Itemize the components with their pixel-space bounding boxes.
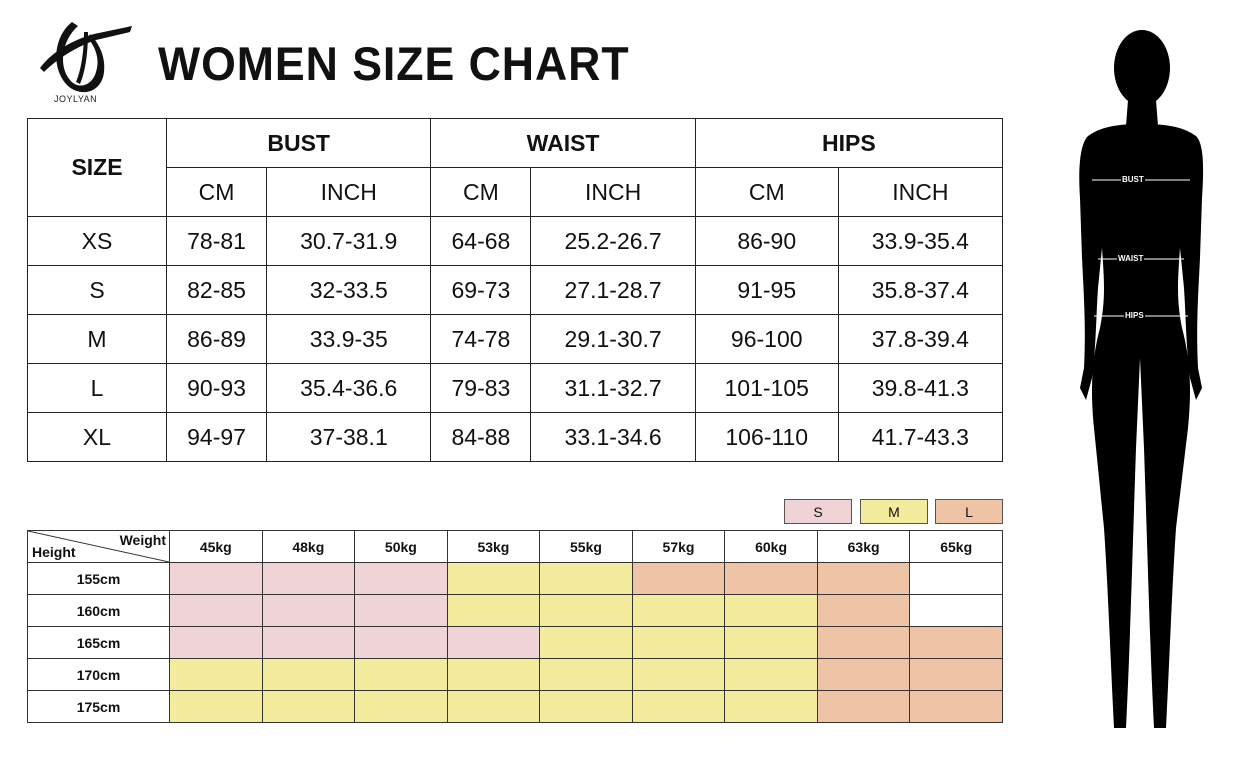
- size-color-cell: [447, 691, 540, 723]
- size-color-cell: [540, 595, 633, 627]
- height-cell: 170cm: [28, 659, 170, 691]
- legend-label: L: [965, 503, 973, 520]
- measurement-cell: 86-90: [695, 217, 838, 266]
- weight-label: Weight: [119, 532, 166, 548]
- brand-logo-icon: [32, 12, 136, 106]
- measurement-cell: 86-89: [167, 315, 267, 364]
- size-color-cell: [817, 627, 910, 659]
- size-color-cell: [725, 595, 818, 627]
- size-color-cell: [170, 563, 263, 595]
- size-color-cell: [632, 659, 725, 691]
- size-color-cell: [632, 691, 725, 723]
- measurement-cell: 79-83: [431, 364, 531, 413]
- size-color-cell: [170, 595, 263, 627]
- measurement-cell: 82-85: [167, 266, 267, 315]
- measurement-cell: 29.1-30.7: [531, 315, 695, 364]
- brand-name: JOYLYAN: [54, 94, 98, 104]
- measurement-cell: 35.8-37.4: [838, 266, 1002, 315]
- measurement-cell: 33.9-35.4: [838, 217, 1002, 266]
- weight-header-cell: 53kg: [447, 531, 540, 563]
- size-color-cell: [910, 563, 1003, 595]
- unit-header: INCH: [531, 168, 695, 217]
- size-color-cell: [170, 627, 263, 659]
- unit-header: CM: [431, 168, 531, 217]
- table-row: [28, 315, 1003, 364]
- page-title: WOMEN SIZE CHART: [158, 37, 630, 90]
- table-row: [28, 563, 1003, 595]
- measurement-cell: 101-105: [695, 364, 838, 413]
- size-color-cell: [817, 691, 910, 723]
- size-color-cell: [725, 563, 818, 595]
- legend-label: M: [888, 503, 900, 520]
- table-row: [28, 217, 1003, 266]
- weight-header-cell: 45kg: [170, 531, 263, 563]
- bust-header: BUST: [167, 119, 431, 168]
- size-cell: XL: [28, 413, 167, 462]
- measurement-cell: 41.7-43.3: [838, 413, 1002, 462]
- height-label: Height: [32, 544, 76, 560]
- measurement-cell: 33.9-35: [267, 315, 431, 364]
- measurement-cell: 31.1-32.7: [531, 364, 695, 413]
- measurement-cell: 33.1-34.6: [531, 413, 695, 462]
- size-color-cell: [540, 563, 633, 595]
- size-color-cell: [170, 691, 263, 723]
- measurement-cell: 64-68: [431, 217, 531, 266]
- hips-marker-label: HIPS: [1125, 311, 1144, 320]
- size-cell: XS: [28, 217, 167, 266]
- height-cell: 175cm: [28, 691, 170, 723]
- size-color-cell: [817, 659, 910, 691]
- legend-label: S: [813, 503, 823, 520]
- woman-figure-icon: [1058, 28, 1214, 740]
- measurement-cell: 94-97: [167, 413, 267, 462]
- size-color-cell: [262, 627, 355, 659]
- measurement-cell: 25.2-26.7: [531, 217, 695, 266]
- weight-header-cell: 50kg: [355, 531, 448, 563]
- size-color-cell: [170, 659, 263, 691]
- size-color-cell: [725, 659, 818, 691]
- measurement-cell: 96-100: [695, 315, 838, 364]
- measurement-cell: 39.8-41.3: [838, 364, 1002, 413]
- weight-height-table: [27, 530, 1003, 723]
- weight-header-cell: 57kg: [632, 531, 725, 563]
- size-color-cell: [817, 595, 910, 627]
- unit-header: INCH: [838, 168, 1002, 217]
- size-color-cell: [817, 563, 910, 595]
- size-color-cell: [355, 627, 448, 659]
- size-color-cell: [262, 659, 355, 691]
- size-color-cell: [262, 595, 355, 627]
- weight-header-cell: 65kg: [910, 531, 1003, 563]
- unit-header: CM: [167, 168, 267, 217]
- size-color-cell: [355, 659, 448, 691]
- hips-header: HIPS: [695, 119, 1002, 168]
- size-color-cell: [632, 563, 725, 595]
- size-color-cell: [355, 563, 448, 595]
- weight-header-cell: 48kg: [262, 531, 355, 563]
- measurement-cell: 69-73: [431, 266, 531, 315]
- measurement-cell: 37.8-39.4: [838, 315, 1002, 364]
- height-cell: 160cm: [28, 595, 170, 627]
- measurement-cell: 37-38.1: [267, 413, 431, 462]
- size-color-cell: [540, 627, 633, 659]
- height-cell: 165cm: [28, 627, 170, 659]
- legend-m: [860, 499, 928, 524]
- measurement-cell: 91-95: [695, 266, 838, 315]
- measurement-cell: 78-81: [167, 217, 267, 266]
- size-color-cell: [725, 627, 818, 659]
- size-cell: L: [28, 364, 167, 413]
- height-cell: 155cm: [28, 563, 170, 595]
- size-color-cell: [910, 595, 1003, 627]
- waist-marker-label: WAIST: [1118, 254, 1144, 263]
- measurement-cell: 84-88: [431, 413, 531, 462]
- size-color-cell: [447, 563, 540, 595]
- measurement-cell: 32-33.5: [267, 266, 431, 315]
- size-cell: S: [28, 266, 167, 315]
- unit-header: CM: [695, 168, 838, 217]
- legend-l: [935, 499, 1003, 524]
- table-row: [28, 413, 1003, 462]
- size-color-cell: [355, 595, 448, 627]
- measurement-cell: 90-93: [167, 364, 267, 413]
- bust-marker-label: BUST: [1122, 175, 1144, 184]
- measurement-cell: 35.4-36.6: [267, 364, 431, 413]
- weight-header-cell: 63kg: [817, 531, 910, 563]
- measurement-cell: 27.1-28.7: [531, 266, 695, 315]
- size-color-cell: [540, 691, 633, 723]
- size-color-cell: [540, 659, 633, 691]
- body-silhouette: [1058, 28, 1214, 740]
- table-row: [28, 627, 1003, 659]
- waist-header: WAIST: [431, 119, 695, 168]
- size-color-cell: [262, 691, 355, 723]
- table-row: [28, 364, 1003, 413]
- table-row: [28, 691, 1003, 723]
- measurement-cell: 74-78: [431, 315, 531, 364]
- size-color-cell: [355, 691, 448, 723]
- table-row: [28, 659, 1003, 691]
- legend-s: [784, 499, 852, 524]
- weight-header-cell: 55kg: [540, 531, 633, 563]
- size-cell: M: [28, 315, 167, 364]
- size-color-cell: [447, 595, 540, 627]
- size-color-cell: [632, 595, 725, 627]
- size-color-cell: [725, 691, 818, 723]
- size-color-cell: [910, 659, 1003, 691]
- unit-header: INCH: [267, 168, 431, 217]
- size-color-cell: [910, 691, 1003, 723]
- weight-header-cell: 60kg: [725, 531, 818, 563]
- measurement-cell: 106-110: [695, 413, 838, 462]
- table-row: [28, 595, 1003, 627]
- table-row: [28, 266, 1003, 315]
- size-color-cell: [910, 627, 1003, 659]
- corner-cell: [28, 531, 170, 563]
- size-header: SIZE: [28, 119, 167, 217]
- size-color-cell: [447, 659, 540, 691]
- size-color-cell: [447, 627, 540, 659]
- size-color-cell: [262, 563, 355, 595]
- measurement-table: [27, 118, 1003, 462]
- size-color-cell: [632, 627, 725, 659]
- measurement-cell: 30.7-31.9: [267, 217, 431, 266]
